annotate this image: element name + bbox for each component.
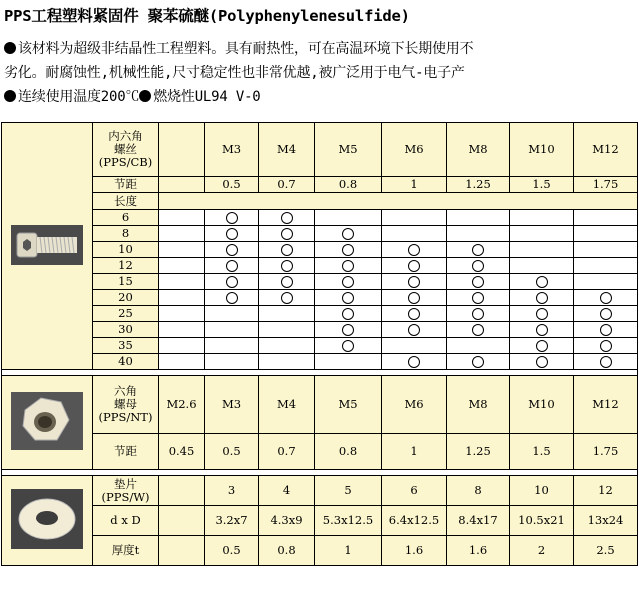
description-line-1: 该材料为超级非结晶性工程塑料。具有耐热性，可在高温环境下长期使用不 — [4, 38, 473, 58]
washer-thickness: 1 — [315, 536, 382, 566]
nut-pitch: 1.5 — [510, 434, 574, 470]
washer-dxd: 4.3x9 — [259, 506, 315, 536]
available-mark-cell — [259, 274, 315, 290]
screw-pitch: 1 — [382, 177, 447, 193]
available-circle-icon — [536, 292, 548, 304]
empty-cell — [205, 354, 259, 370]
washer-header: 垫片 (PPS/W) — [93, 476, 159, 506]
screw-spacer — [159, 242, 205, 258]
washer-thickness: 2.5 — [574, 536, 638, 566]
available-circle-icon — [408, 324, 420, 336]
nut-header: 六角 螺母 (PPS/NT) — [93, 376, 159, 434]
washer-thickness: 2 — [510, 536, 574, 566]
washer-thickness-label: 厚度t — [93, 536, 159, 566]
available-circle-icon — [342, 324, 354, 336]
available-mark-cell — [315, 258, 382, 274]
table-row — [2, 306, 638, 322]
available-circle-icon — [472, 356, 484, 368]
available-circle-icon — [600, 340, 612, 352]
nut-pitch: 0.7 — [259, 434, 315, 470]
available-mark-cell — [382, 354, 447, 370]
available-mark-cell — [315, 338, 382, 354]
washer-spacer — [159, 506, 205, 536]
available-circle-icon — [536, 276, 548, 288]
screw-pitch: 0.7 — [259, 177, 315, 193]
available-circle-icon — [536, 308, 548, 320]
nut-pitch: 0.45 — [159, 434, 205, 470]
available-mark-cell — [315, 290, 382, 306]
available-mark-cell — [510, 354, 574, 370]
nut-size: M12 — [574, 376, 638, 434]
available-mark-cell — [510, 290, 574, 306]
nut-size: M6 — [382, 376, 447, 434]
available-circle-icon — [600, 324, 612, 336]
empty-cell — [510, 242, 574, 258]
screw-size: M6 — [382, 123, 447, 177]
available-mark-cell — [574, 322, 638, 338]
nut-size: M4 — [259, 376, 315, 434]
screw-pitch: 1.75 — [574, 177, 638, 193]
available-circle-icon — [408, 244, 420, 256]
screw-spacer — [159, 274, 205, 290]
empty-cell — [382, 210, 447, 226]
available-circle-icon — [472, 308, 484, 320]
nut-size: M10 — [510, 376, 574, 434]
available-circle-icon — [342, 292, 354, 304]
nut-pitch-label: 节距 — [93, 434, 159, 470]
available-circle-icon — [281, 244, 293, 256]
available-mark-cell — [447, 290, 510, 306]
screw-length: 12 — [93, 258, 159, 274]
washer-size: 3 — [205, 476, 259, 506]
available-circle-icon — [536, 340, 548, 352]
nut-pitch: 0.5 — [205, 434, 259, 470]
table-row — [2, 226, 638, 242]
empty-cell — [382, 338, 447, 354]
empty-cell — [574, 258, 638, 274]
screw-spacer — [159, 226, 205, 242]
screw-spacer — [159, 290, 205, 306]
washer-image — [2, 476, 93, 566]
available-mark-cell — [259, 290, 315, 306]
bullet-icon — [4, 90, 16, 102]
available-mark-cell — [315, 274, 382, 290]
available-mark-cell — [574, 306, 638, 322]
available-mark-cell — [259, 258, 315, 274]
page-title: PPS工程塑料紧固件 聚苯硫醚(Polyphenylenesulfide) — [4, 7, 410, 25]
nut-size: M5 — [315, 376, 382, 434]
washer-size: 5 — [315, 476, 382, 506]
empty-cell — [259, 306, 315, 322]
screw-length: 10 — [93, 242, 159, 258]
available-mark-cell — [382, 322, 447, 338]
screw-spacer — [159, 306, 205, 322]
nut-size: M8 — [447, 376, 510, 434]
available-mark-cell — [205, 274, 259, 290]
screw-size: M5 — [315, 123, 382, 177]
table-row — [2, 322, 638, 338]
available-circle-icon — [600, 356, 612, 368]
screw-pitch: 0.8 — [315, 177, 382, 193]
available-mark-cell — [510, 322, 574, 338]
screw-length: 15 — [93, 274, 159, 290]
available-circle-icon — [408, 356, 420, 368]
washer-thickness: 1.6 — [447, 536, 510, 566]
empty-cell — [510, 258, 574, 274]
available-mark-cell — [315, 242, 382, 258]
washer-size: 6 — [382, 476, 447, 506]
screw-length-label: 长度 — [93, 193, 159, 210]
available-mark-cell — [382, 306, 447, 322]
empty-cell — [574, 210, 638, 226]
empty-cell — [447, 338, 510, 354]
screw-length: 40 — [93, 354, 159, 370]
screw-spacer — [159, 177, 205, 193]
available-mark-cell — [259, 210, 315, 226]
spec-table — [1, 122, 638, 566]
screw-size: M4 — [259, 123, 315, 177]
available-mark-cell — [574, 338, 638, 354]
available-circle-icon — [281, 228, 293, 240]
washer-dxd-label: d x D — [93, 506, 159, 536]
hex-nut-icon — [11, 392, 83, 450]
available-mark-cell — [447, 242, 510, 258]
washer-dxd: 13x24 — [574, 506, 638, 536]
screw-image — [2, 123, 93, 370]
screw-pitch: 1.5 — [510, 177, 574, 193]
washer-size: 10 — [510, 476, 574, 506]
available-circle-icon — [226, 228, 238, 240]
available-mark-cell — [205, 226, 259, 242]
screw-spacer — [159, 338, 205, 354]
available-circle-icon — [226, 292, 238, 304]
empty-cell — [259, 322, 315, 338]
nut-size: M2.6 — [159, 376, 205, 434]
screw-spacer — [159, 322, 205, 338]
nut-pitch: 1.75 — [574, 434, 638, 470]
empty-cell — [447, 210, 510, 226]
empty-cell — [259, 354, 315, 370]
empty-cell — [382, 226, 447, 242]
available-mark-cell — [382, 242, 447, 258]
nut-pitch: 0.8 — [315, 434, 382, 470]
available-mark-cell — [315, 306, 382, 322]
available-circle-icon — [408, 292, 420, 304]
empty-cell — [574, 274, 638, 290]
washer-thickness: 1.6 — [382, 536, 447, 566]
table-row — [2, 338, 638, 354]
screw-size: M10 — [510, 123, 574, 177]
available-circle-icon — [472, 324, 484, 336]
available-circle-icon — [226, 260, 238, 272]
available-circle-icon — [342, 260, 354, 272]
empty-cell — [574, 242, 638, 258]
nut-pitch: 1 — [382, 434, 447, 470]
screw-length: 25 — [93, 306, 159, 322]
available-mark-cell — [205, 258, 259, 274]
empty-cell — [574, 226, 638, 242]
table-row — [2, 354, 638, 370]
empty-cell — [205, 322, 259, 338]
available-circle-icon — [342, 276, 354, 288]
available-mark-cell — [510, 274, 574, 290]
available-circle-icon — [472, 244, 484, 256]
available-circle-icon — [342, 308, 354, 320]
available-circle-icon — [226, 276, 238, 288]
available-circle-icon — [536, 324, 548, 336]
table-row — [2, 242, 638, 258]
available-circle-icon — [342, 340, 354, 352]
available-mark-cell — [447, 258, 510, 274]
washer-thickness: 0.8 — [259, 536, 315, 566]
washer-size: 12 — [574, 476, 638, 506]
nut-image — [2, 376, 93, 470]
available-circle-icon — [342, 228, 354, 240]
screw-pitch: 0.5 — [205, 177, 259, 193]
available-circle-icon — [472, 292, 484, 304]
screw-size: M8 — [447, 123, 510, 177]
washer-dxd: 8.4x17 — [447, 506, 510, 536]
available-mark-cell — [205, 242, 259, 258]
available-mark-cell — [382, 290, 447, 306]
available-mark-cell — [574, 290, 638, 306]
washer-spacer — [159, 536, 205, 566]
bullet-icon — [139, 90, 151, 102]
available-circle-icon — [226, 212, 238, 224]
empty-cell — [315, 354, 382, 370]
available-circle-icon — [342, 244, 354, 256]
screw-spacer — [159, 258, 205, 274]
screw-spacer — [159, 354, 205, 370]
available-mark-cell — [510, 338, 574, 354]
washer-dxd: 6.4x12.5 — [382, 506, 447, 536]
washer-dxd: 3.2x7 — [205, 506, 259, 536]
available-circle-icon — [226, 244, 238, 256]
washer-icon — [11, 489, 83, 549]
available-mark-cell — [447, 274, 510, 290]
available-circle-icon — [281, 212, 293, 224]
available-circle-icon — [281, 276, 293, 288]
description-line-3: 连续使用温度200℃ 燃烧性UL94 V-0 — [4, 86, 261, 106]
empty-cell — [510, 226, 574, 242]
available-circle-icon — [536, 356, 548, 368]
description-line-2: 劣化。耐腐蚀性,机械性能,尺寸稳定性也非常优越,被广泛用于电气-电子产 — [4, 65, 465, 81]
table-row — [2, 274, 638, 290]
available-mark-cell — [447, 354, 510, 370]
empty-cell — [259, 338, 315, 354]
available-mark-cell — [205, 210, 259, 226]
available-circle-icon — [408, 260, 420, 272]
bullet-icon — [4, 42, 16, 54]
available-mark-cell — [259, 242, 315, 258]
washer-dxd: 10.5x21 — [510, 506, 574, 536]
screw-pitch-label: 节距 — [93, 177, 159, 193]
table-row — [2, 290, 638, 306]
available-circle-icon — [281, 260, 293, 272]
table-row — [2, 210, 638, 226]
empty-cell — [205, 338, 259, 354]
available-circle-icon — [408, 276, 420, 288]
screw-pitch: 1.25 — [447, 177, 510, 193]
available-mark-cell — [315, 322, 382, 338]
available-circle-icon — [472, 260, 484, 272]
washer-dxd: 5.3x12.5 — [315, 506, 382, 536]
nut-pitch: 1.25 — [447, 434, 510, 470]
nut-size: M3 — [205, 376, 259, 434]
available-mark-cell — [574, 354, 638, 370]
screw-length: 30 — [93, 322, 159, 338]
available-mark-cell — [447, 322, 510, 338]
available-mark-cell — [315, 226, 382, 242]
available-circle-icon — [472, 276, 484, 288]
screw-spacer — [159, 193, 638, 210]
screw-length: 20 — [93, 290, 159, 306]
screw-length: 8 — [93, 226, 159, 242]
screw-size: M3 — [205, 123, 259, 177]
available-circle-icon — [281, 292, 293, 304]
screw-length: 6 — [93, 210, 159, 226]
washer-size: 4 — [259, 476, 315, 506]
screw-length: 35 — [93, 338, 159, 354]
available-mark-cell — [259, 226, 315, 242]
empty-cell — [315, 210, 382, 226]
empty-cell — [205, 306, 259, 322]
screw-header: 内六角 螺丝 (PPS/CB) — [93, 123, 159, 177]
screw-size: M12 — [574, 123, 638, 177]
hex-socket-screw-icon — [11, 225, 83, 265]
washer-spacer — [159, 476, 205, 506]
washer-size: 8 — [447, 476, 510, 506]
available-mark-cell — [510, 306, 574, 322]
washer-thickness: 0.5 — [205, 536, 259, 566]
empty-cell — [510, 210, 574, 226]
available-mark-cell — [205, 290, 259, 306]
available-circle-icon — [408, 308, 420, 320]
available-mark-cell — [382, 274, 447, 290]
table-row — [2, 258, 638, 274]
screw-spacer — [159, 123, 205, 177]
available-circle-icon — [600, 308, 612, 320]
empty-cell — [447, 226, 510, 242]
available-mark-cell — [382, 258, 447, 274]
screw-spacer — [159, 210, 205, 226]
available-circle-icon — [600, 292, 612, 304]
available-mark-cell — [447, 306, 510, 322]
